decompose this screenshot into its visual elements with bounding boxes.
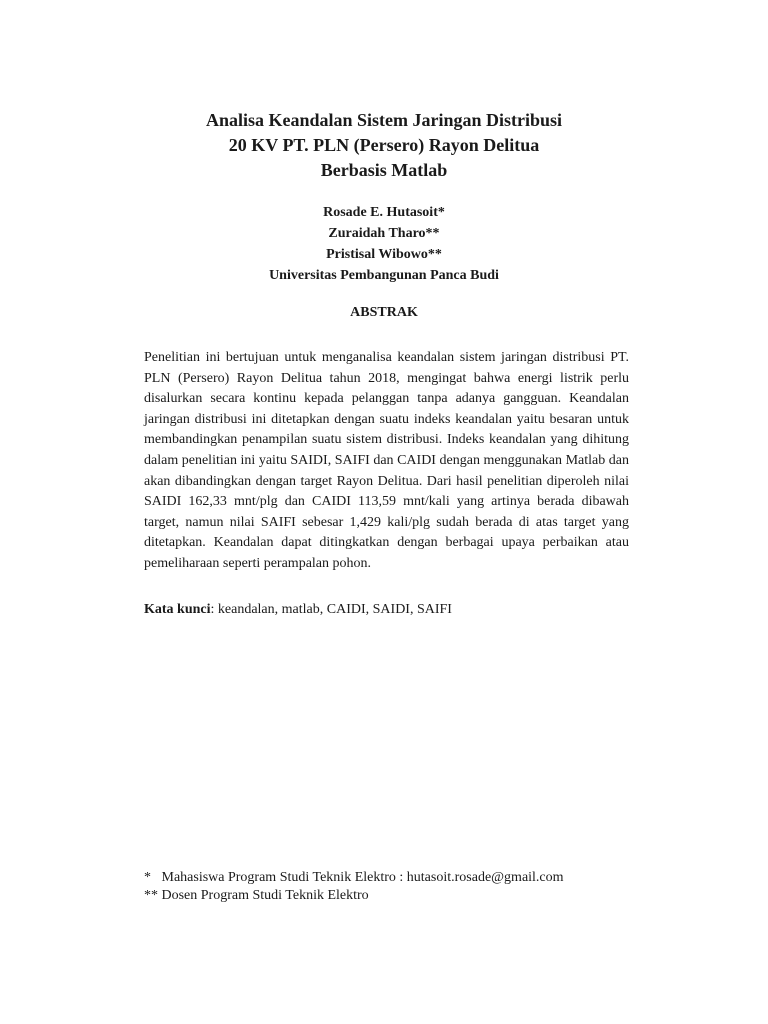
title-line-1: Analisa Keandalan Sistem Jaringan Distribusi [205, 110, 563, 130]
author-name-3: Pristisal Wibowo** [326, 247, 442, 262]
title-line-2: 20 KV PT. PLN (Persero) Rayon Delitua [228, 135, 540, 155]
footnote-lecturer: ** Dosen Program Studi Teknik Elektro [144, 888, 369, 903]
keywords-line [144, 600, 629, 620]
paper-title [0, 108, 768, 183]
author-block [0, 202, 768, 286]
keywords-text: : keandalan, matlab, CAIDI, SAIDI, SAIFI [210, 602, 452, 617]
author-name-1: Rosade E. Hutasoit* [323, 205, 445, 220]
author-affiliation: Universitas Pembangunan Panca Budi [269, 268, 499, 283]
keywords-label: Kata kunci [144, 602, 211, 617]
author-name-2: Zuraidah Tharo** [328, 226, 440, 241]
abstract-heading: ABSTRAK [350, 305, 418, 320]
title-line-3: Berbasis Matlab [320, 160, 448, 180]
abstract-body: Penelitian ini bertujuan untuk menganalisa keandalan sistem jaringan distribusi PT. PLN (Persero) Rayon Delitua tahun 2018, mengingat bahwa energi listrik perlu disalurkan secara kontinu kepada pelanggan tanpa adanya gangguan. Keandalan jaringan distribusi ini ditetapkan dengan suatu indeks keandalan yaitu besaran untuk membandingkan penampilan suatu sistem distribusi. Indeks keandalan yang dihitung dalam penelitian ini yaitu SAIDI, SAIFI dan CAIDI dengan menggunakan Matlab dan akan dibandingkan dengan target Rayon Delitua. Dari hasil penelitian diperoleh nilai SAIDI 162,33 mnt/plg dan CAIDI 113,59 mnt/kali yang artinya berada dibawah target, namun nilai SAIFI sebesar 1,429 kali/plg sudah berada di atas target yang ditetapkan. Keandalan dapat ditingkatkan dengan berbagai upaya perbaikan atau pemeliharaan seperti perampalan pohon. [144, 350, 629, 571]
footnotes [144, 869, 664, 905]
footnote-student: * Mahasiswa Program Studi Teknik Elektro : hutasoit.rosade@gmail.com [144, 870, 564, 885]
